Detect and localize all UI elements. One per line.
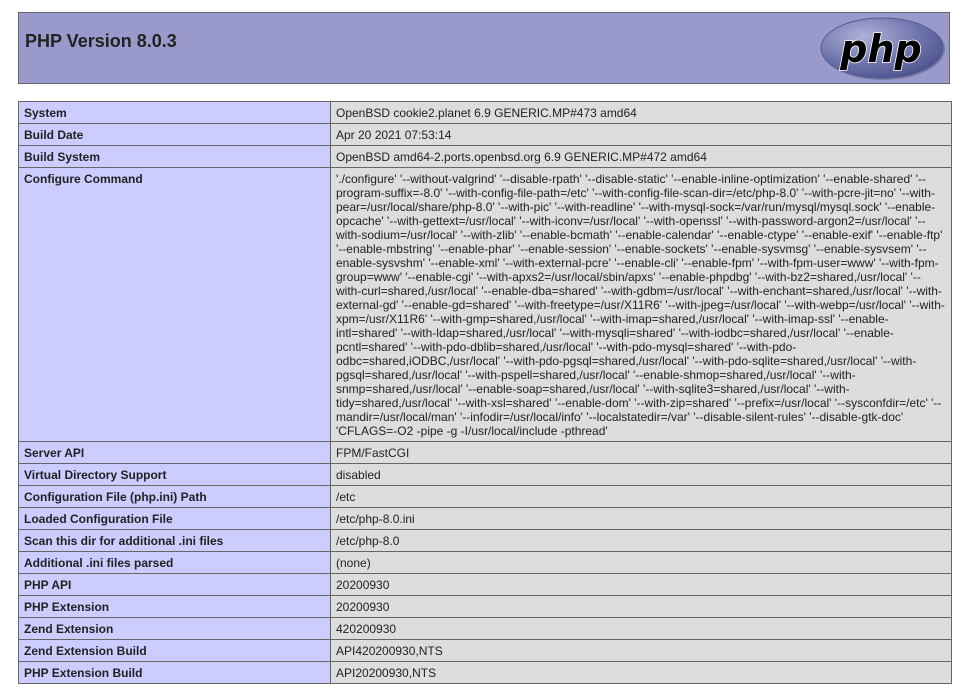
row-key: Server API [19,442,331,464]
row-value: disabled [331,464,952,486]
table-row [19,530,952,552]
row-key: PHP Extension [19,596,331,618]
row-value: /etc [331,486,952,508]
php-logo-icon [819,16,947,82]
table-row [19,574,952,596]
row-value: FPM/FastCGI [331,442,952,464]
row-value: OpenBSD cookie2.planet 6.9 GENERIC.MP#473 amd64 [331,102,952,124]
table-row [19,486,952,508]
row-key: Configure Command [19,168,331,442]
table-row [19,596,952,618]
table-row [19,146,952,168]
row-value: API420200930,NTS [331,640,952,662]
row-value: 20200930 [331,596,952,618]
table-row [19,442,952,464]
php-info-table [18,101,952,684]
table-row [19,662,952,684]
row-value: Apr 20 2021 07:53:14 [331,124,952,146]
row-key: Zend Extension Build [19,640,331,662]
table-row [19,552,952,574]
row-key: Loaded Configuration File [19,508,331,530]
table-row [19,640,952,662]
row-key: PHP API [19,574,331,596]
row-key: Build Date [19,124,331,146]
row-value: (none) [331,552,952,574]
row-value: /etc/php-8.0 [331,530,952,552]
row-key: System [19,102,331,124]
row-key: Zend Extension [19,618,331,640]
php-logo-text: php [840,27,922,71]
row-key: Configuration File (php.ini) Path [19,486,331,508]
table-row [19,464,952,486]
table-row [19,618,952,640]
table-row [19,102,952,124]
row-key: Build System [19,146,331,168]
table-row [19,508,952,530]
page-title: PHP Version 8.0.3 [25,31,177,51]
row-key: Scan this dir for additional .ini files [19,530,331,552]
table-row [19,124,952,146]
row-value: API20200930,NTS [331,662,952,684]
table-row [19,168,952,442]
row-key: Virtual Directory Support [19,464,331,486]
row-value: 420200930 [331,618,952,640]
php-version-header [18,12,950,84]
row-value: /etc/php-8.0.ini [331,508,952,530]
row-value: OpenBSD amd64-2.ports.openbsd.org 6.9 GENERIC.MP#472 amd64 [331,146,952,168]
row-value: './configure' '--without-valgrind' '--disable-rpath' '--disable-static' '--enable-inline-optimization' '--enable-shared' '--program-suffix=-8.0' '--with-config-file-path=/etc' '--with-config-file-scan-dir=/etc/php-8.0' '--with-pcre-jit=no' '--with-pear=/usr/local/share/php-8.0' '--with-pic' '--with-readline' '--with-mysql-sock=/var/run/mysql/mysql.sock' '--enable-opcache' '--with-gettext=/usr/local' '--with-iconv=/usr/local' '--with-openssl' '--with-password-argon2=/usr/local' '--with-sodium=/usr/local' '--with-zlib' '--enable-bcmath' '--enable-calendar' '--enable-ctype' '--enable-exif' '--enable-ftp' '--enable-mbstring' '--enable-phar' '--enable-session' '--enable-sockets' '--enable-sysvmsg' '--enable-sysvsem' '--enable-sysvshm' '--enable-xml' '--with-external-pcre' '--enable-cli' '--enable-fpm' '--with-fpm-user=www' '--with-fpm-group=www' '--enable-cgi' '--with-apxs2=/usr/local/sbin/apxs' '--enable-phpdbg' '--with-bz2=shared,/usr/local' '--with-curl=shared,/usr/local' '--enable-dba=shared' '--with-gdbm=/usr/local' '--with-enchant=shared,/usr/local' '--with-external-gd' '--enable-gd=shared' '--with-freetype=/usr/X11R6' '--with-jpeg=/usr/local' '--with-webp=/usr/local' '--with-xpm=/usr/X11R6' '--with-gmp=shared,/usr/local' '--with-imap=shared,/usr/local' '--with-imap-ssl' '--enable-intl=shared' '--with-ldap=shared,/usr/local' '--with-mysqli=shared' '--with-iodbc=shared,/usr/local' '--enable-pcntl=shared' '--with-pdo-dblib=shared,/usr/local' '--with-pdo-mysql=shared' '--with-pdo-odbc=shared,iODBC,/usr/local' '--with-pdo-pgsql=shared,/usr/local' '--with-pdo-sqlite=shared,/usr/local' '--with-pgsql=shared,/usr/local' '--with-pspell=shared,/usr/local' '--enable-shmop=shared,/usr/local' '--with-snmp=shared,/usr/local' '--enable-soap=shared,/usr/local' '--with-sqlite3=shared,/usr/local' '--with-tidy=shared,/usr/local' '--with-xsl=shared' '--enable-dom' '--with-zip=shared' '--prefix=/usr/local' '--sysconfdir=/etc' '--mandir=/usr/local/man' '--infodir=/usr/local/info' '--localstatedir=/var' '--disable-silent-rules' '--disable-gtk-doc' 'CFLAGS=-O2 -pipe -g -I/usr/local/include -pthread' [331,168,952,442]
row-value: 20200930 [331,574,952,596]
row-key: Additional .ini files parsed [19,552,331,574]
row-key: PHP Extension Build [19,662,331,684]
